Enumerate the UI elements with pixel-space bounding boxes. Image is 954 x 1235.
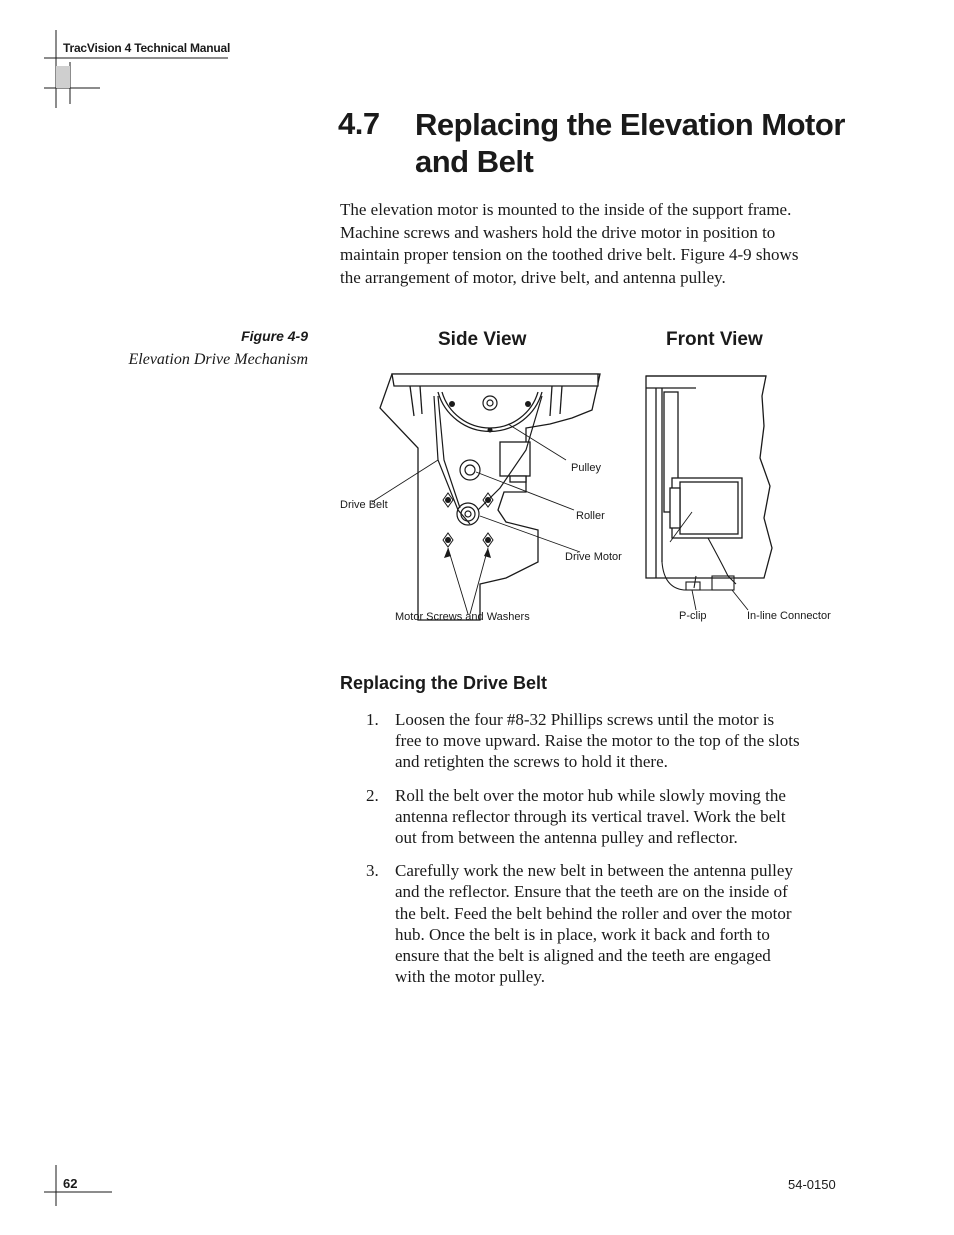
front-view-diagram [636,362,856,624]
roller-label: Roller [576,510,605,522]
side-view-diagram [330,360,620,630]
step-item [340,709,800,773]
step-text: Loosen the four #8-32 Phillips screws until the motor is free to move upward. Raise the motor to the top of the slots and retighten the screws to hold it there. [395,710,800,772]
procedure-steps [340,709,800,999]
step-text: Carefully work the new belt in between the antenna pulley and the reflector. Ensure that the teeth are on the inside of the belt. Feed the belt behind the roller and over the motor hub. Once the belt is in place, work it back and forth to ensure that the belt is aligned and the teeth are engaged with the motor pulley. [395,861,793,987]
side-view-title: Side View [438,329,527,350]
front-view-title: Front View [666,329,763,350]
document-number: 54-0150 [788,1177,836,1192]
drive-belt-label: Drive Belt [340,499,388,511]
section-number: 4.7 [338,106,380,141]
page-number: 62 [63,1176,78,1191]
section-title: Replacing the Elevation Motor and Belt [415,107,845,179]
motor-screws-label: Motor Screws and Washers [395,611,530,623]
inline-connector-label: In-line Connector [747,610,831,622]
pulley-label: Pulley [571,462,601,474]
p-clip-label: P-clip [679,610,707,622]
procedure-heading: Replacing the Drive Belt [340,673,548,693]
step-number: 2. [366,785,379,805]
step-number: 3. [366,861,379,881]
figure-caption: Elevation Drive Mechanism [128,351,308,368]
step-number: 1. [366,710,379,729]
step-item [340,785,800,849]
intro-paragraph: The elevation motor is mounted to the inside of the support frame. Machine screws and washers hold the drive motor in position to maintain proper tension on the toothed drive belt. Figure 4-9 shows the arrangement of motor, drive belt, and antenna pulley. [340,200,799,287]
figure-number: Figure 4-9 [241,328,308,344]
drive-motor-label: Drive Motor [565,551,622,563]
step-text: Roll the belt over the motor hub while slowly moving the antenna reflector through its vertical travel. Work the belt out from between the antenna pulley and reflector. [395,785,786,848]
step-item [340,860,800,987]
manual-title: TracVision 4 Technical Manual [63,41,231,55]
